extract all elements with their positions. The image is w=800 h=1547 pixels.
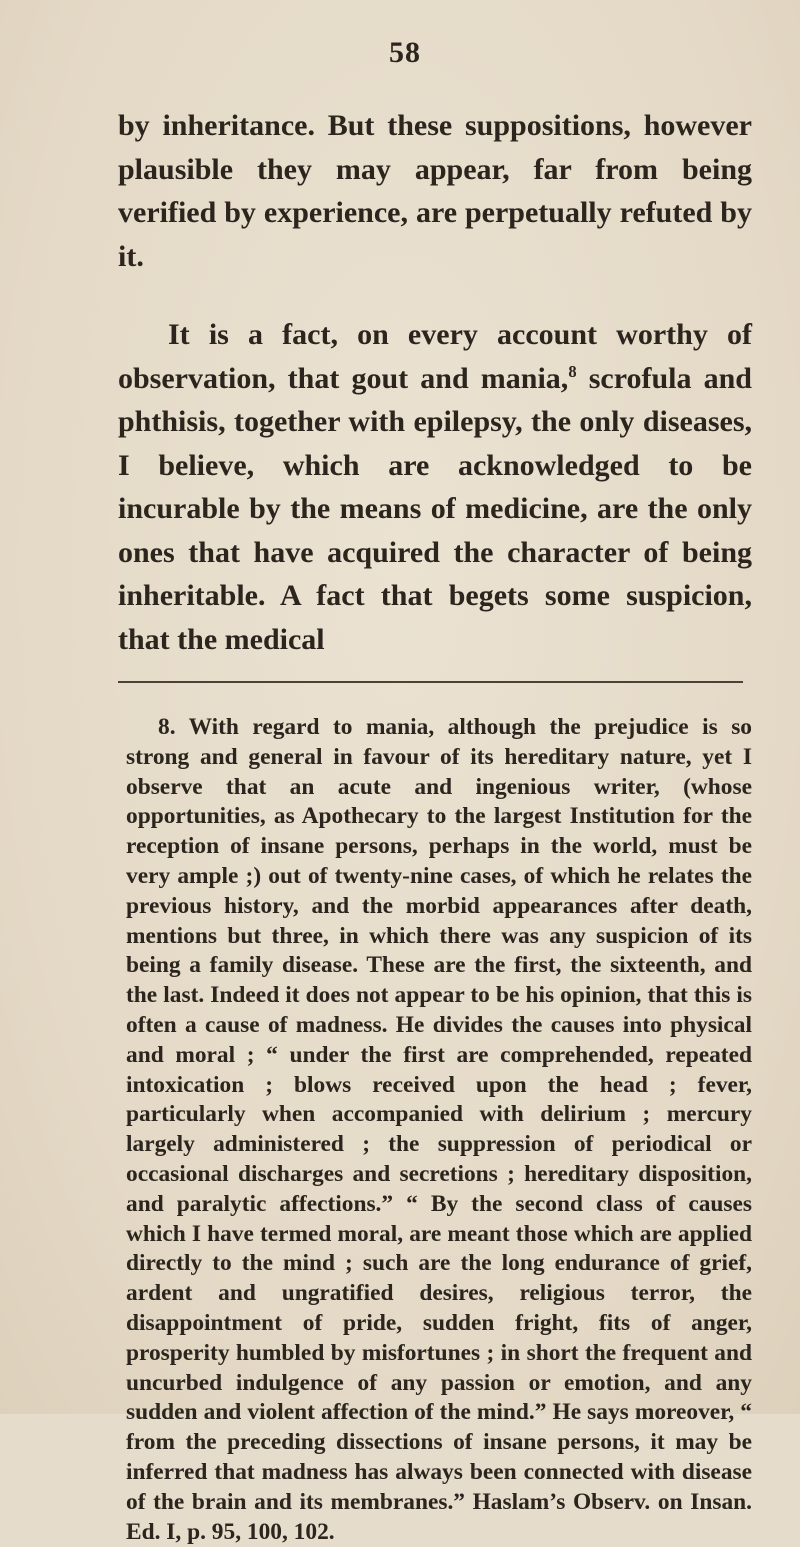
footnote-divider [118,681,743,683]
paragraph-main [118,313,752,661]
footnote-reference: 8 [568,361,577,381]
footnote [118,713,752,1547]
page-number: 58 [389,36,421,69]
paragraph-text-after-ref: scrofula and phthisis, together with epilepsy, the only diseases, I believe, which are acknowledged to be incurable by the means of medicine, are the only ones that have acquired the character of being inheritable. A fact that begets some suspicion, that the medical [118,361,752,656]
paragraph-text-before-ref: It is a fact, on every account worthy of observation, that gout and mania, [118,318,752,395]
paragraph-continuation: by inheritance. But these suppositions, however plausible they may appear, far from being verified by experience, are perpetually refuted by it. [118,109,752,273]
footnote-text: 8. With regard to mania, although the prejudice is so strong and general in favour of its hereditary nature, yet I observe that an acute and ingenious writer, (whose opportunities, as Apothecary to the largest Institution for the reception of insane persons, perhaps in the world, must be very ample ;) out of twenty-nine cases, of which he relates the previous history, and the morbid appearances after death, mentions but three, in which there was any suspicion of its being a family disease. These are the first, the sixteenth, and the last. Indeed it does not appear to be his opinion, that this is often a cause of madness. He divides the causes into physical and moral ; “ under the first are comprehended, repeated intoxication ; blows received upon the head ; fever, particularly when accompanied with delirium ; mercury largely administered ; the suppression of periodical or occasional discharges and secretions ; hereditary disposition, and paralytic affections.” “ By the second class of causes which I have termed moral, are meant those which are applied directly to the mind ; such are the long endurance of grief, ardent and ungratified desires, religious terror, the disappointment of pride, sudden fright, fits of anger, prosperity humbled by misfortunes ; in short the frequent and uncurbed indulgence of any passion or emotion, and any sudden and violent affection of the mind.” He says moreover, “ from the preceding dissections of insane persons, it may be inferred that madness has always been connected with disease of the brain and its membranes.” Haslam’s Observ. on Insan. Ed. I, p. 95, 100, 102. [126,714,752,1545]
